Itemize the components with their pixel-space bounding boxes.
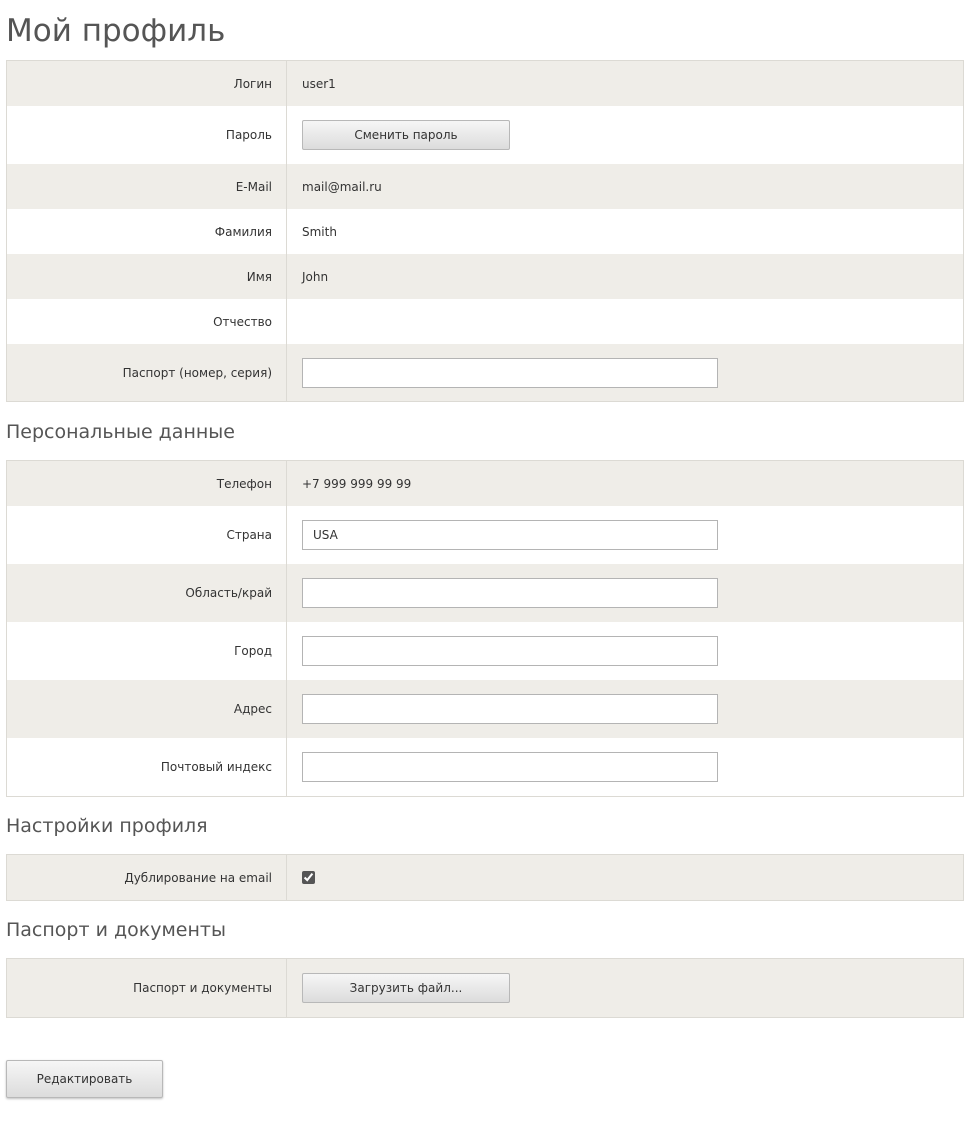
city-row	[7, 622, 963, 680]
passport-input[interactable]	[302, 358, 718, 388]
country-row	[7, 506, 963, 564]
city-label: Город	[7, 622, 287, 680]
lastname-value: Smith	[302, 224, 337, 239]
page-title: Мой профиль	[6, 13, 226, 49]
middlename-label: Отчество	[7, 299, 287, 344]
email-dup-label: Дублирование на email	[7, 855, 287, 900]
city-input[interactable]	[302, 636, 718, 666]
region-label: Область/край	[7, 564, 287, 622]
login-value: user1	[302, 76, 336, 91]
zip-row	[7, 738, 963, 796]
address-row	[7, 680, 963, 738]
address-label: Адрес	[7, 680, 287, 738]
login-row	[7, 61, 963, 106]
personal-section-title: Персональные данные	[6, 421, 235, 443]
region-row	[7, 564, 963, 622]
phone-value: +7 999 999 99 99	[302, 476, 412, 491]
documents-table	[6, 958, 964, 1018]
settings-section-title: Настройки профиля	[6, 815, 208, 837]
documents-label: Паспорт и документы	[7, 959, 287, 1017]
email-value: mail@mail.ru	[302, 179, 382, 194]
lastname-label: Фамилия	[7, 209, 287, 254]
country-input[interactable]	[302, 520, 718, 550]
email-dup-checkbox[interactable]	[302, 871, 315, 884]
middlename-row	[7, 299, 963, 344]
account-table	[6, 60, 964, 402]
documents-section-title: Паспорт и документы	[6, 919, 226, 941]
address-input[interactable]	[302, 694, 718, 724]
firstname-value: John	[302, 269, 329, 284]
passport-label: Паспорт (номер, серия)	[7, 344, 287, 401]
lastname-row	[7, 209, 963, 254]
region-input[interactable]	[302, 578, 718, 608]
passport-row	[7, 344, 963, 401]
email-dup-row	[7, 855, 963, 900]
country-label: Страна	[7, 506, 287, 564]
zip-label: Почтовый индекс	[7, 738, 287, 796]
edit-button[interactable]: Редактировать	[6, 1060, 163, 1098]
password-row	[7, 106, 963, 164]
settings-table	[6, 854, 964, 901]
upload-file-button[interactable]: Загрузить файл...	[302, 973, 510, 1003]
zip-input[interactable]	[302, 752, 718, 782]
change-password-button[interactable]: Сменить пароль	[302, 120, 510, 150]
phone-label: Телефон	[7, 461, 287, 506]
login-label: Логин	[7, 61, 287, 106]
phone-row	[7, 461, 963, 506]
email-label: E-Mail	[7, 164, 287, 209]
firstname-label: Имя	[7, 254, 287, 299]
firstname-row	[7, 254, 963, 299]
documents-row	[7, 959, 963, 1017]
email-row	[7, 164, 963, 209]
personal-table	[6, 460, 964, 797]
password-label: Пароль	[7, 106, 287, 164]
middlename-value	[287, 299, 963, 344]
